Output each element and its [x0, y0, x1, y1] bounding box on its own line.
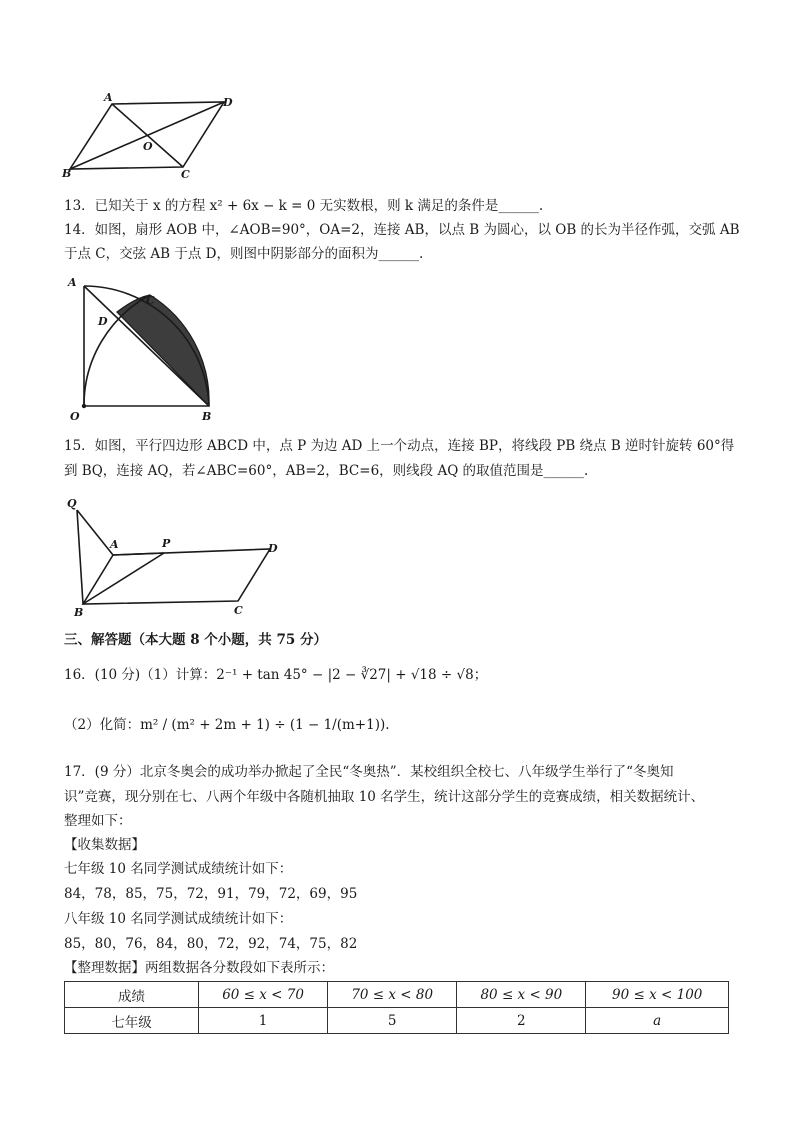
label-c: C — [234, 604, 243, 617]
table-header-cell: 80 ≤ x < 90 — [457, 982, 586, 1008]
table-cell: a — [586, 1008, 729, 1034]
label-a: A — [110, 538, 119, 551]
label-d: D — [98, 315, 108, 328]
table-header-cell: 70 ≤ x < 80 — [328, 982, 457, 1008]
question-14-line-1: 14．如图，扇形 AOB 中，∠AOB=90°，OA=2，连接 AB，以点 B 为圆心，以 OB 的长为半径作弧，交弧 AB — [64, 222, 740, 238]
label-d: D — [223, 96, 233, 109]
point-o — [82, 404, 86, 408]
grade8-scores: 85，80，76，84，80，72，92，74，75，82 — [64, 936, 358, 952]
collect-data-heading: 【收集数据】 — [64, 837, 145, 853]
label-c: C — [146, 294, 155, 307]
question-17-line-2: 识”竞赛，现分别在七、八两个年级中各随机抽取 10 名学生，统计这部分学生的竞赛成绩，相关数据统计、 — [64, 789, 705, 805]
grade7-scores: 84，78，85，75，72，91，79，72，69，95 — [64, 886, 358, 902]
grade7-label: 七年级 10 名同学测试成绩统计如下： — [64, 861, 293, 877]
table-row — [65, 1008, 729, 1034]
label-c: C — [181, 168, 190, 181]
table-header-cell: 成绩 — [65, 982, 199, 1008]
shaded-region — [117, 295, 209, 406]
parallelogram-abcd — [83, 549, 270, 604]
label-a: A — [68, 276, 77, 289]
sector-figure — [60, 272, 220, 424]
organize-data-heading: 【整理数据】两组数据各分数段如下表所示： — [64, 960, 334, 976]
label-a: A — [104, 91, 113, 104]
label-d: D — [268, 542, 278, 555]
table-header-cell: 60 ≤ x < 70 — [199, 982, 328, 1008]
score-distribution-table — [64, 981, 729, 1034]
question-16-part-1: 16．(10 分)（1）计算：2⁻¹ + tan 45° − |2 − ∛27| + √18 ÷ √8； — [64, 667, 488, 683]
table-header-cell: 90 ≤ x < 100 — [586, 982, 729, 1008]
parallelogram-figure-1 — [60, 90, 240, 185]
label-p: P — [162, 537, 171, 550]
question-17-line-1: 17．(9 分）北京冬奥会的成功举办掀起了全民“冬奥热”．某校组织全校七、八年级学生举行了“冬奥知 — [64, 764, 674, 780]
label-o: O — [143, 140, 153, 153]
label-b: B — [202, 410, 212, 423]
diagonal-bd — [70, 102, 224, 169]
table-cell: 2 — [457, 1008, 586, 1034]
label-q: Q — [67, 497, 77, 510]
question-16-part-2: （2）化简：m² / (m² + 2m + 1) ÷ (1 − 1/(m+1)). — [64, 717, 390, 733]
table-header-row — [65, 982, 729, 1008]
question-13: 13．已知关于 x 的方程 x² + 6x − k = 0 无实数根，则 k 满足的条件是______. — [64, 198, 544, 214]
parallelogram-figure-2 — [60, 494, 290, 620]
segment-qa — [77, 510, 113, 555]
table-cell: 1 — [199, 1008, 328, 1034]
table-cell: 5 — [328, 1008, 457, 1034]
label-b: B — [62, 167, 72, 180]
section-3-title: 三、解答题（本大题 8 个小题，共 75 分） — [64, 632, 327, 648]
label-b: B — [74, 606, 84, 619]
question-17-line-3: 整理如下： — [64, 813, 132, 829]
label-o: O — [70, 410, 80, 423]
grade8-label: 八年级 10 名同学测试成绩统计如下： — [64, 911, 293, 927]
table-cell: 七年级 — [65, 1008, 199, 1034]
segment-qb — [77, 510, 83, 604]
segment-pb — [83, 553, 164, 604]
segment-ap — [113, 553, 164, 555]
question-15-line-2: 到 BQ，连接 AQ，若∠ABC=60°，AB=2，BC=6，则线段 AQ 的取值范围是______. — [64, 463, 589, 479]
question-14-line-2: 于点 C，交弦 AB 于点 D，则图中阴影部分的面积为______. — [64, 246, 424, 262]
question-15-line-1: 15．如图，平行四边形 ABCD 中，点 P 为边 AD 上一个动点，连接 BP，将线段 PB 绕点 B 逆时针旋转 60°得 — [64, 438, 735, 454]
